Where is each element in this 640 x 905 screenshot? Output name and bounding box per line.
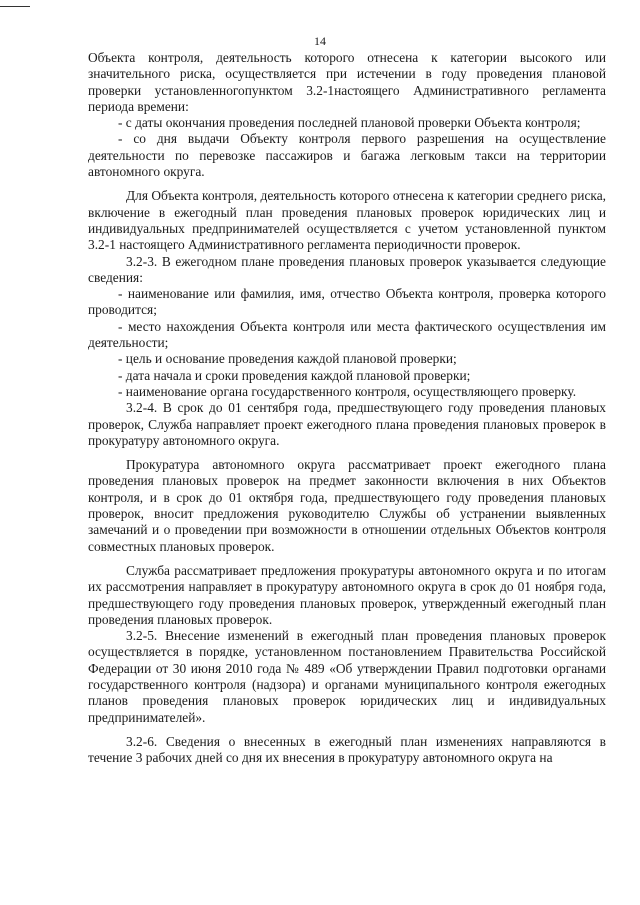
clause-3-2-5: 3.2-5. Внесение изменений в ежегодный план проведения плановых проверок осуществляется в порядке, установленном постановлением Правительства Российской Федерации от 30 июня 2010 года № 489 «Об утверждении Правил подготовки органами государственного контроля (надзора) и органами муниципального контроля ежегодных планов проведения плановых проверок юридических лиц и индивидуальных предпринимателей». <box>88 628 606 725</box>
clause-3-2-4: 3.2-4. В срок до 01 сентября года, предшествующего году проведения плановых проверок, Служба направляет проект ежегодного плана проведения плановых проверок в прокуратуру автономного округа. <box>88 400 606 448</box>
paragraph: Для Объекта контроля, деятельность которого отнесена к категории среднего риска, включение в ежегодный план проведения плановых проверок юридических лиц и индивидуальных предпринимателей осуществляется с учетом установленной пунктом 3.2-1 настоящего Административного регламента периодичности проверок. <box>88 188 606 253</box>
list-item: - дата начала и сроки проведения каждой плановой проверки; <box>118 367 471 383</box>
list-item: - наименование или фамилия, имя, отчество Объекта контроля, проверка которого проводится; <box>88 286 606 318</box>
list-item: - цель и основание проведения каждой плановой проверки; <box>118 351 457 367</box>
paragraph: Прокуратура автономного округа рассматривает проект ежегодного плана проведения плановых проверок на предмет законности включения в них Объектов контроля, и в срок до 01 октября года, предшествующего году проведения плановых проверок, вносит предложения руководителю Службы об устранении выявленных замечаний и о проведении при возможности в отношении отдельных Объектов контроля совместных плановых проверок. <box>88 457 606 554</box>
list-item: - со дня выдачи Объекту контроля первого разрешения на осуществление деятельности по перевозке пассажиров и багажа легковым такси на территории автономного округа. <box>88 131 606 180</box>
page-number: 14 <box>314 34 326 48</box>
list-item: - с даты окончания проведения последней плановой проверки Объекта контроля; <box>118 115 581 131</box>
list-item: - наименование органа государственного контроля, осуществляющего проверку. <box>118 383 577 399</box>
document-body <box>88 50 606 766</box>
clause-3-2-3: 3.2-3. В ежегодном плане проведения плановых проверок указывается следующие сведения: <box>88 253 606 285</box>
list-item: - место нахождения Объекта контроля или места фактического осуществления им деятельности; <box>88 318 606 351</box>
paragraph-continuation: Объекта контроля, деятельность которого отнесена к категории высокого или значительного риска, осуществляется при истечении в году проведения плановой проверки установленногопунктом 3.2-1настоящего Административного регламента периода времени: <box>88 50 606 114</box>
scan-corner-mark <box>0 0 30 7</box>
clause-3-2-6: 3.2-6. Сведения о внесенных в ежегодный план изменениях направляются в течение 3 рабочих дней со дня их внесения в прокуратуру автономного округа на <box>88 733 606 766</box>
paragraph: Служба рассматривает предложения прокуратуры автономного округа и по итогам их рассмотрения направляет в прокуратуру автономного округа в срок до 01 ноября года, предшествующего году проведения плановых проверок, утвержденный ежегодный план проведения плановых проверок. <box>88 562 606 627</box>
